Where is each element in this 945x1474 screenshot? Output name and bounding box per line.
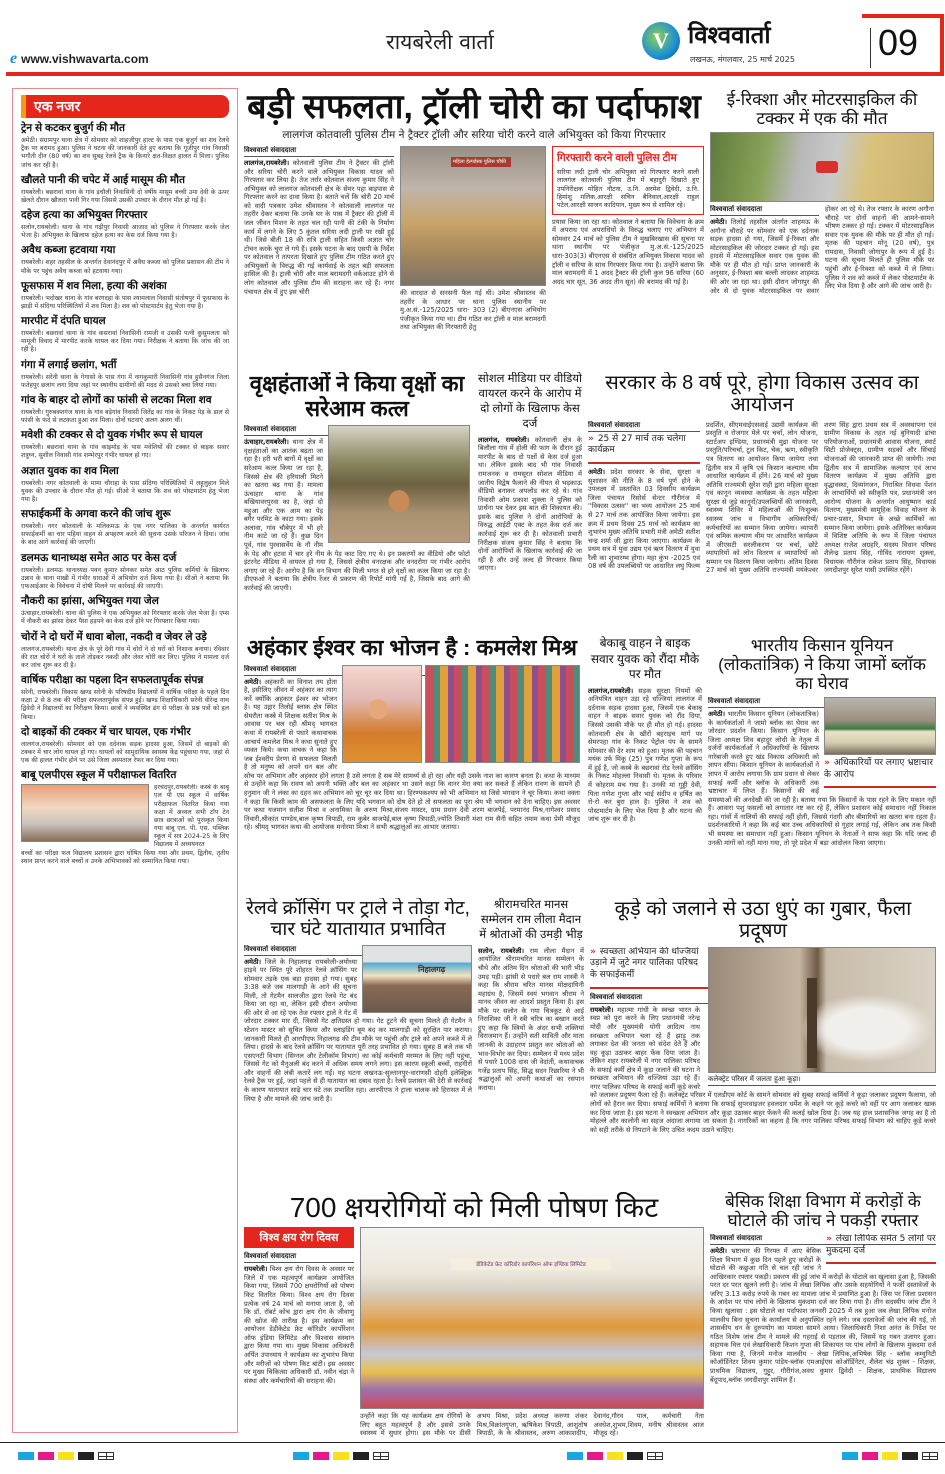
erickshaw-mark bbox=[816, 161, 838, 173]
color-swatch-yellow bbox=[58, 1452, 74, 1460]
kisan-protest-photo bbox=[824, 697, 936, 755]
bekabu-text: लालगंज,रायबरेली। सड़क सुरक्षा नियमों की अनियंत्रित वाहन उड़ा रहे धज्जियां लालगंज में दर्दनाक सड़क हादसा हुआ, जिसमें एक बेकाबू वाहन ने बाइक सवार युवक को रौंद दिया, जिससे उसकी मौके पर ही मौत हो गई। हादसा कोतवाली क्षेत्र के खीरों बहराइच मार्ग पर सेमरपहा गांव के निकट पेट्रोल पंप के सामने सोमवार की देर शाम को हुआ। मृतक की पहचान मयंक उर्फ मिंकू (25) पुत्र गणेश गुप्ता के रूप में हुई है, जो कस्बे के बछरावां रोड रेलवे क्रॉसिंग के निकट मोहल्ला निवासी थे। मृतक के परिवार में कोहराम मच गया है। उनकी मां गुड्डी देवी, पिता गणेश गुप्ता और भाई संदीप व हर्षित का रो-रो कर बुरा हाल है। पुलिस ने शव को पोस्टमार्टम के लिए भेज दिया है और घटना की जांच शुरू कर दी है। bbox=[588, 686, 702, 824]
masthead bbox=[0, 0, 945, 78]
basic-kicker: » लेखा लिपिक समेत 5 लोगों पर मुकदमा दर्ज bbox=[826, 1234, 936, 1264]
tb-day-badge: विश्व क्षय रोग दिवस bbox=[244, 1227, 354, 1248]
brief-headline: गांव के बाहर दो लोगों का फांसी से लटका मिला शव bbox=[21, 393, 212, 406]
browser-e-icon: e bbox=[10, 50, 18, 67]
sarkar-kicker: » 25 से 27 मार्च तक चलेगा कार्यक्रम bbox=[588, 434, 700, 464]
brief-headline: डलमऊ थानाध्यक्ष समेत आठ पर केस दर्ज bbox=[21, 551, 177, 564]
ek-nazar-panel bbox=[12, 88, 238, 1433]
brief-list bbox=[21, 121, 229, 765]
brief-headline: अज्ञात युवक का शव मिला bbox=[21, 464, 119, 477]
brief-headline: खौलते पानी की चपेट में आई मासूम की मौत bbox=[21, 173, 185, 186]
brief-item-school: बाबू एलपीएस स्कूल में परीक्षाफल वितरित हरचंदपुर,रायबरेली। कस्बे के बाबू एल पी एस स्कूल में वार्षिक परीक्षाफल वितरित किया गया कक्षा में अव्वल सभी टॉप टेन छात्र छात्राओं को पुरस्कृत किया गया बाबू एल. पी. एस. पब्लिक स्कूल में सत्र 2024-25 के लिए विद्यालय में अध्ययनरत बच्चों का परीक्षा फल विद्यालय प्रशासन द्वारा घोषित किया गया और प्रथम, द्वितीय, तृतीय स्थान प्राप्त करने वाले बच्चों व उनके अभिभावकों को सम्मानित किया गया। bbox=[21, 769, 229, 865]
brief-item bbox=[21, 121, 229, 170]
color-bar-group bbox=[18, 1452, 114, 1460]
registration-mark-icon bbox=[373, 1452, 389, 1460]
brief-text: रायबरेली। बछरावां थाना के गांव इचौली निवासिनी दो वर्षीय मासूम बच्ची उमा देवी के ऊपर खेलते दौरान खौलता पानी गिर गया जिससे उसकी उपचार के दौरान मौत हो गई है। bbox=[21, 188, 229, 204]
kuda-headline: कूड़े को जलाने से उठा धुएं का गुबार, फैला प्रदूषण bbox=[614, 898, 912, 943]
lead-headline: बड़ी सफलता, ट्रॉली चोरी का पर्दाफाश bbox=[247, 88, 701, 126]
railway-gate-photo: निहालगढ़ bbox=[362, 945, 472, 1013]
ramcharit-article bbox=[478, 898, 584, 1190]
brief-text: रायबरेली। नगर कोतवाली के मलिकमऊ के एक नगर पालिका के अन्तर्गत कार्यरत सफाईकर्मी का चार पहिया वाहन से अपहरण करने की सूचना उसके परिजन ने दिया। जांच के बाद आगे कार्रवाई की जाएगी। bbox=[21, 523, 229, 547]
brief-item bbox=[21, 173, 229, 205]
kuda-photo-block bbox=[708, 947, 936, 1086]
basic-article bbox=[710, 1192, 936, 1438]
brief-item bbox=[21, 428, 229, 460]
kshay-right bbox=[360, 1227, 704, 1438]
issue-date: लखनऊ, मंगलवार, 25 मार्च 2025 bbox=[690, 55, 795, 64]
color-bar-group bbox=[567, 1452, 663, 1460]
ramcharit-text: सलोन, रायबरेली। राम लीला मैदान में आयोजित श्रीरामचरित मानस सम्मेलन के चौथे और अंतिम दिन श्रोताओं की भारी भीड़ उमड़ पड़ी। झांसी से पधारे बल राम शास्त्री ने कहा कि श्रीराम चरित मानस मोक्षदायिनी महाग्रंथ है, जिसमें स्वयं भगवान श्रीराम ने मानव जीवन का आदर्श प्रस्तुत किया है। इस मौके पर सलोन के गया चित्रकूट से आई निराशिका जी ने स्त्री चरित्र का बखान करते हुए कहा कि स्त्रियों के अंदर सभी शक्तियां विराजमान हैं। उन्होंने सती साविती और माता जानकी के उदाहरण प्रस्तुत कर श्रोताओं को भाव-विभोर कर दिया। सम्मेलन में मध्य प्रदेश से पधारे 1008 दास जी वेदांती, कथावाचक गजेंद्र प्रताप सिंह, सिद्ध सदन रिछारिया ने भी श्रद्धालुओं को अपनी कथाओं का रसपान कराया। bbox=[478, 946, 584, 1092]
lead-col2 bbox=[400, 146, 546, 364]
color-swatch-black bbox=[78, 1452, 94, 1460]
nutrition-kit-photo: डेडिकेटेड फ्रेट कॉरिडोर कार्पोरेशन ऑफ इण्डिया लिमिटेड bbox=[360, 1227, 704, 1409]
basic-headline: बेसिक शिक्षा विभाग में करोड़ों के घोटाले की जांच ने पकड़ी रफ्तार bbox=[725, 1192, 921, 1231]
header-rule bbox=[6, 72, 944, 76]
brief-item bbox=[21, 507, 229, 548]
brief-item bbox=[21, 243, 229, 275]
tree-trunk bbox=[807, 978, 817, 1068]
kisan-headline: भारतीय किसान यूनियन (लोकतांत्रिक) ने किया जामों ब्लॉक का घेराव bbox=[718, 636, 926, 694]
brief-text: ऊंचाहार,रायबरेली। थाना की पुलिस ने एक अभियुक्त को गिरफ्तार करके जेल भेजा है। एम्स में नौकरी का झांसा देकर पैसा हड़पने का केस दर्ज होने पर गिरफ्तार किया गया। bbox=[21, 610, 229, 626]
erickshaw-headline: ई-रिक्शा और मोटरसाइकिल की टक्कर में एक की मौत bbox=[726, 90, 918, 129]
trees-headline: वृक्षहंताओं ने किया वृक्षों का सरेआम कत्ल bbox=[249, 372, 465, 421]
social-article bbox=[478, 372, 582, 632]
felled-tree-photo bbox=[328, 425, 470, 543]
brief-text: रायबरेली। बछरावां थाना के गांव काइमोड़ के पास मवेशियों की टक्कर से बाइक सवार शत्रुघ्न, सुशील निवासी गांव शम्भेरपुर गंभीर घायल हो गए। bbox=[21, 444, 229, 460]
color-swatch-magenta bbox=[313, 1452, 329, 1460]
kshay-text: विश्व क्षय रोग दिवस विश्ववार्ता संवाददाता रायबरेली। विश्व क्षय रोग दिवस के अवसर पर जिले में एक महत्वपूर्ण कार्यक्रम आयोजित किया गया, जिसमें 700 क्षयरोगियों को पोषण किट वितरित किया। विश्व क्षय रोग दिवस प्रत्येक वर्ष 24 मार्च को मनाया जाता है, जो कि डॉ. रॉबर्ट कोच द्वारा क्षय रोग के जीवाणु की खोज की तारीख है। इस कार्यक्रम का आयोजन डेडीकेटेड फ्रेट कॉरिडोर कार्पोरेशन ऑफ इंडिया लिमिटेड और विश्वास संस्थान द्वारा किया गया था। मुख्य विकास अधिकारी अर्पित उपाध्याय ने कार्यक्रम का शुभारंभ किया और मरीजों को पोषण किट बांटी। इस अवसर पर मुख्य चिकित्सा अधिकारी डॉ. नवीन चंद्रा ने संस्था और कर्मचारियों की सराहना की। bbox=[244, 1227, 354, 1438]
basic-text: » लेखा लिपिक समेत 5 लोगों पर मुकदमा दर्ज विश्ववार्ता संवाददाता अमेठी। भ्रष्टाचार की गिरफ्त में आए बेसिक शिक्षा विभाग में कुछ दिन पहले हुए करोड़ों के घोटाले की कछुआ गति से चल रही जांच ने आखिरकार रफ्तार पकड़ी। प्रकरण की हुई जांच में करोड़ों के घोटाले का खुलासा हुआ है, जिसकी परत दर परत खुलने लगी है। जांच में लेखा लिपिक और उसके सहयोगियों ने फर्जी दस्तावेजों के जरिए 3.13 करोड़ रुपये के गबन का मामला जांच में प्रमाणित हुआ है। जिस पर जिला प्रशासन के आदेश पर पांच लोगों के खिलाफ मुकदमा दर्ज कर लिया गया है। तीन सदस्यीय जांच टीम ने किया खुलासा : इस घोटाले का पर्दाफाश जनवरी 2025 में तब हुआ जब लेखा लिपिक मनोज मालवीय बिना सूचना के कार्यालय से अनुपस्थित रहने लगे। जब दस्तावेजों की जांच की गई, तो शासकीय धन के दुरुपयोग का मामला सामने आया। जिलाधिकारी निशा अनंत के निर्देश पर गठित विशेष जांच टीम ने मामले की गहराई से पड़ताल की, जिसमें यह गबन उजागर हुआ। सहायक वित्त एवं लेखाधिकारी किशन गुप्ता की शिकायत पर पांच लोगों के खिलाफ मुकदमा दर्ज किया गया है, जिनमें मनोज मालवीय - लेखा लिपिक,अभिषेक सिंह - ब्लॉक कम्युनिटी कोऑर्डिनेटर शिवम कुमार पांडेय-ब्लॉक एमआईएस कोऑर्डिनेटर, शैलेश चंद्र शुक्ल - शिक्षक, प्राथमिक विद्यालय, गुट्टूर, गौरीगंज,अवध कुमार द्विवेदी - शिक्षक, प्राथमिक विद्यालय बेंदूपाद,ब्लॉक जगदीशपुर शामिल हैं। bbox=[710, 1234, 936, 1384]
school-prize-photo bbox=[21, 784, 149, 842]
brief-text: रायबरेली। भदोखर थाना के गांव बरगदहा के पास श्यामलाल निवासी संतोषपुर में फूसफास के झाड़ी में संदिग्ध परिस्थितियों में शव मिला है। शव को पोस्टमार्टम हेतु भेजा गया है। bbox=[21, 294, 229, 310]
paper-name: विश्ववार्ता bbox=[688, 22, 771, 49]
color-swatch-cyan bbox=[567, 1452, 583, 1460]
lead-article bbox=[244, 88, 704, 364]
kisan-article bbox=[708, 636, 936, 890]
brief-text: रायबरेली। बछरावां थाना के गांव कसरावां निवासिनी रामजी व उसकी पत्नी कुसुमलता को मामूली विवाद में मारपीट करके घायल कर दिया गया। निरीक्षक ने बताया कि जांच की जा रही है। bbox=[21, 330, 229, 354]
brief-text: सरेनी, रायबरेली। विकास खण्ड सरेनी के परिषदीय विद्यालयों में वार्षिक परीक्षा के पहले दिन कक्षा 2 से 8 तक की परीक्षा सफलतापूर्वक संपन्न हुई। खण्ड शिक्षाधिकारी सरेनी वीरेन्द्र नाथ द्विवेदी ने विद्यालयों का निरीक्षण किया। छात्रों ने व्यवस्थित ढंग से परीक्षा के प्रश्न पत्रों को हल किया। bbox=[21, 689, 229, 721]
brief-headline: गंगा में लगाई छलांग, भर्ती bbox=[21, 358, 117, 371]
registration-mark-icon bbox=[922, 1452, 938, 1460]
social-headline: सोशल मीडिया पर वीडियो वायरल करने के आरोप में दो लोगों के खिलाफ केस दर्ज bbox=[478, 373, 582, 430]
bottom-rule bbox=[0, 1442, 945, 1443]
ramcharit-headline: श्रीरामचरित मानस सम्मेलन राम लीला मैदान में श्रोताओं की उमड़ी भीड़ bbox=[479, 899, 583, 941]
ahankar-article bbox=[244, 636, 580, 890]
brief-headline: दहेज हत्या का अभियुक्त गिरफ्तार bbox=[21, 209, 148, 222]
brief-text: सलोन,रायबरेली। थाना के गांव गढ़ीपुर निवासी आजाद को पुलिस ने गिरफ्तार करके जेल भेजा है। अभियुक्त के खिलाफ दहेज हत्या का केस दर्ज किया गया है। bbox=[21, 224, 229, 240]
color-swatch-magenta bbox=[587, 1452, 603, 1460]
color-bar-group bbox=[842, 1452, 938, 1460]
brief-headline: चोरों ने दो घरों में धावा बोला, नकदी व जेवर ले उड़े bbox=[21, 630, 207, 643]
lead-text-col1: विश्ववार्ता संवाददाता लालगंज,रायबरेली। कोतवाली पुलिस टीम ने ट्रैक्टर की ट्रॉली और सरिया चोरी करने वाले अभियुक्त विकास यादव को गिरफ्तार कर लिया है। तेज तर्रार कोतवाल संजय कुमार सिंह ने अभियुक्त को लालगंज कोतवाली क्षेत्र के सेमर पहा बाइपास से गिरफ्तार करने का दावा किया है। बताते चलें कि चोरी 20 मार्च को वादी पत्रकार उमेश श्रीवास्तव ने कोतवाली लालगंज पर तहरीर देकर बताया कि उनके घर के पास में ट्रैक्टर की ट्रॉली में जल जीवन मिशन के तहत चल रही पानी की टंकी के निर्माण कार्य में लगने के लिए 5 कुंतल सरिया लदी ट्राली पर रखी हुई थी। जिसे बीती 18 की रात्रि ट्राली सहित किसी अज्ञात चोर टोचन करके चुरा ले गये हैं। इसके घटना के बाद एसपी के निर्देश पर कोतवाल ने तत्परता दिखाते हुए पुलिस टीम गठित करते हुए अभियुक्तों के विरुद्ध की गई कार्यवाई के तहत बड़ी सफलता हासिल की है। ट्राली चोरी और माल बरामदगी वर्कआउट होने से लोग कोतवाल और पुलिस टीम की सराहना कर रहे हैं। नगर पंचायत क्षेत्र में हुए इस चोरी bbox=[244, 146, 394, 296]
brief-item bbox=[21, 279, 229, 311]
brief-item bbox=[21, 208, 229, 240]
bekabu-headline: बेकाबू वाहन ने बाइक सवार युवक को रौंदा मौके पर मौत bbox=[590, 636, 700, 682]
kuda-article bbox=[590, 898, 936, 1190]
social-text: लालगंज, रायबरेली। कोतवाली क्षेत्र के बिलौला गांव में होली की फाग के दौरान हुई मारपीट के बाद दो पक्षों से केस दर्ज हुआ था। लेकिन इसके बाद भी गांव निवासी रामजनक व रामसूरत सोशल मीडिया में जातीय विद्वेष फैलाने की नीयत से भड़काऊ वीडियो बनाकर अपलोड कर रहे थे। गांव निवासी ओम प्रकाश शुक्ला ने पुलिस को प्रार्थना पत्र देकर इस बात की शिकायत की। इसके बाद पुलिस ने दोनों आरोपियों के विरुद्ध आईटी एक्ट के तहत केस दर्ज कर कार्रवाई शुरू कर दी है। कोतवाली प्रभारी निरीक्षक संजय कुमार सिंह ने बताया कि दोनों आरोपियों के खिलाफ कार्रवाई की जा रही है और उन्हें जल्द ही गिरफ्तार किया जाएगा। bbox=[478, 435, 582, 573]
brief-item bbox=[21, 673, 229, 722]
bekabu-article bbox=[588, 636, 702, 890]
ahankar-headline: अहंकार ईश्वर का भोजन है : कमलेश मिश्र bbox=[247, 636, 577, 660]
ahankar-photos bbox=[342, 665, 580, 763]
color-bar-group bbox=[293, 1452, 389, 1460]
sarkar-headline: सरकार के 8 वर्ष पूरे, होगा विकास उत्सव का आयोजन bbox=[605, 372, 919, 417]
brief-headline: सफाईकर्मी के अगवा करने की जांच शुरू bbox=[21, 508, 171, 521]
brief-text: लालगंज,रायबरेली। सोमवार को एक दर्दनाक सड़क हादसा हुआ, जिसमें दो बाइकों की टक्कर में चार लोग घायल हो गए। घायलों को सामुदायिक स्वास्थ्य केंद्र पहुंचाया गया, जहां से एक की हालत गंभीर होने पर उसे जिला अस्पताल रेफर कर दिया गया। bbox=[21, 740, 229, 765]
police-team-photo: महिला हेल्पडेस्क पुलिस चौकी bbox=[400, 146, 546, 286]
brief-item bbox=[21, 464, 229, 505]
kuda-text: कलेक्ट्रेट परिसर में जलता हुआ कूड़ा। » स्वच्छता अभियान की धज्जियां उड़ाने में जुटे नगर पालिका परिषद के सफाईकर्मी विश्ववार्ता संवाददाता रायबरेली। महात्मा गांधी के स्वच्छ भारत के स्वप्न को पूरा करने के लिए प्रधानमंत्री नरेन्द्र मोदी और मुख्यमंत्री योगी आदित्य नाथ स्वच्छता अभियान चला रहे हैं झाड़ू तक लगाकर देश की जनता को संदेश देते हैं और वह कूड़ा उठाकर बाहर फेंक दिया जाता है। लेकिन शहर रायबरेली में नगर पालिका परिषद के सफाई कर्मी क्षेत्र में कूड़ा जलाने की घटना ने स्वच्छता अभियान की धज्जियां उड़ा रहे हैं। नगर पालिका परिषद के सफाई कर्मी कूड़े कचरे को जलाकर प्रदूषण फैला रहे हैं। कलेक्ट्रेट परिसर में एलडीएम कोर्ट के सामने सोमवार को सुबह सफाई कर्मियों ने कूड़ा जलाकर प्रदूषण फैलाया, जो लोगों को हैरान कर दिया। सफाई कर्मियों ने बताया कि सफाई सुपरवाइजर हवलदार धर्मेश के कहने पर कूड़े कचरे को वहीं पर आग जलाकर खाक कर दिया जाता है। इस घटना ने स्वच्छता अभियान और कूड़ा उठाकर बाहर फेंकने की कलई खोल दिया है। जब यह हाल प्रशासनिक जगह का है तो मोहल्ले और कालोनी का सहज अंदाजा लगाया जा सकता है। नागरिकों का कहना है कि नगर पालिका परिषद सफाई विभाग को चाहिए कूड़े कचरे को सही तरीके से निपटाने के लिए उचित कदम उठाने चाहिए। bbox=[590, 946, 936, 1134]
trees-article bbox=[244, 372, 470, 632]
ek-nazar-title: एक नजर bbox=[21, 95, 229, 118]
lead-text-col3: प्रयास किया जा रहा था। कोतवाल ने बताया कि विवेचना के क्रम में अपराध एवं अपराधियों के विरुद्ध चलाए गए अभियान में सोमवार 24 मार्च को पुलिस टीम ने मुखबिरखास की सूचना पर थाना स्थानीय पर पंजीकृत मु.अ.सं.-125/2025 धारा-303(3) बीएनएस से संबंधित अभियुक्त विकास यादव को ट्रॉली व सरिया के साथ गिरफ्तार किया गया है। उन्होंने बताया कि माल बरामदगी में 1 अदद ट्रैक्टर की ट्रॉली कुल 96 सरिया (60 अदद चार सूत, 36 अदद तीन सूत) की बरामद की गई है। bbox=[552, 217, 704, 286]
brief-text: लालगंज,रायबरेली। थाना क्षेत्र के पूरे देवी गांव में चोरों ने दो घरों को निशाना बनाया। रविवार की रात चोरों ने घरों के ताले तोड़कर नकदी और जेवर चोरी कर लिए। पुलिस ने मामला दर्ज कर जांच शुरू कर दी है। bbox=[21, 645, 229, 669]
kshay-article bbox=[244, 1192, 704, 1438]
brief-text: रायबरेली। शहर तहसील के अन्तर्गत देवानंदपुर में अवैध कब्जा को पुलिस प्रशासन की टीम ने मौके पर पहुंच अवैध कब्जा को हटवाया गया। bbox=[21, 259, 229, 275]
erickshaw-article bbox=[710, 90, 934, 366]
kathavachak-photo bbox=[342, 665, 422, 763]
brief-headline: ट्रेन से कटकर बुजुर्ग की मौत bbox=[21, 122, 125, 134]
kisan-kicker: » अधिकारियों पर लगाए भ्रष्टाचार के आरोप bbox=[824, 758, 936, 788]
lead-subhead: लालगंज कोतवाली पुलिस टीम ने ट्रैक्टर ट्रॉली और सरिया चोरी करने वाले अभियुक्त को किया गिरफ्तार bbox=[282, 129, 666, 142]
brief-item bbox=[21, 358, 229, 390]
color-swatch-magenta bbox=[38, 1452, 54, 1460]
registration-color-bars bbox=[18, 1452, 938, 1460]
color-swatch-yellow bbox=[333, 1452, 349, 1460]
kisan-text: » अधिकारियों पर लगाए भ्रष्टाचार के आरोप विश्ववार्ता संवाददाता अमेठी। भारतीय किसान यूनियन (लोकतांत्रिक) के कार्यकर्ताओं ने जामो ब्लॉक का घेराव कर जोरदार प्रदर्शन किया। किसान यूनियन के जिला अध्यक्ष शिव बहादुर लोधी के नेतृत्व में दर्जनों कार्यकर्ताओं ने अधिकारियों के खिलाफ नारेबाजी करते हुए खंड विकास अधिकारी को ज्ञापन सौंपा। किसान यूनियन के कार्यकर्ताओं ने ज्ञापन में आरोप लगाया कि ग्राम प्रधान से लेकर सफाई कर्मी और ब्लॉक के अधिकारी तक भ्रष्टाचार में लिप्त हैं। किसानों की कई समस्याओं की अनदेखी की जा रही है। बताया गया कि किसानों के पास रहने के लिए मकान नहीं हैं। आवारा पशु फसलों को लगातार नष्ट कर रहे हैं, लेकिन प्रशासन कोई समाधान नहीं निकाल रहा। गांवों में नालियों की सफाई नहीं होती, जिससे गंदगी और बीमारियों का खतरा बना रहता है। प्रदर्शनकारियों ने कहा कि कई बार उच्च अधिकारियों से गुहार लगाई गई, लेकिन अब तक किसी भी समस्या का समाधान नहीं हुआ। किसान यूनियन के नेताओं ने साफ कहा कि यदि जल्द ही उनकी मांगों को नहीं माना गया, तो पूरे प्रदेश में बड़ा आंदोलन किया जाएगा। bbox=[708, 697, 936, 847]
railway-text: निहालगढ़ विश्ववार्ता संवाददाता अमेठी। जिले के निहालगढ़ रायबरेली-अयोध्या हाइवे पर स्थित पूरे शोहरत रेलवे क्रॉसिंग पर सोमवार तड़के एक बड़ा हादसा हो गया। सुबह 3:38 बजे जब मालगाड़ी के आने की सूचना मिली, तो गेटमैन सालजीत द्वारा रेलवे गेट बंद किया जा रहा था, लेकिन इसी दौरान अयोध्या की ओर से आ रहे एक तेज रफ्तार ट्राले ने गेट में जोरदार टक्कर मार दी, जिससे गेट क्षतिग्रस्त हो गया। गेट टूटने की सूचना मिलते ही गेटमैन ने स्टेशन मास्टर को सूचित किया और स्लाइडिंग बूम बंद कर मालगाड़ी को सुरक्षित पार कराया। जानकारी मिलते ही आरपीएफ निहालगढ़ की टीम मौके पर पहुंची और ट्राले को अपने कब्जे में ले लिया। हादसे के बाद रेलवे क्रॉसिंग पर यातायात पूरी तरह प्रभावित हो गया। सुबह 8 बजे तक भी एसएनटी विभाग (सिग्नल और टेलीकॉम विभाग) का कोई कर्मचारी मरम्मत के लिए नहीं पहुंचा, जिससे गेट को मैनुअली बंद करने में अधिक समय लगने लगा। इस कारण स्कूली बच्चों, राहगीरों और वाहनों की लंबी कतारें लग गईं। यह घटना लखनऊ-सुल्तानपुर-वाराणसी दोहरी इलेक्ट्रिक रेलवे ट्रैक पर हुई, जहां पहले से ही यातायात का दबाव रहता है। रेलवे प्रशासन की देरी से कार्रवाई के कारण यातायात साढ़े चार घंटे तक प्रभावित रहा। आरपीएफ ने ट्राला चालक को हिरासत में ले लिया है और मामले की जांच जारी है। bbox=[244, 944, 472, 1103]
brief-item bbox=[21, 725, 229, 766]
double-chevron-icon: » bbox=[824, 758, 830, 769]
double-chevron-icon: » bbox=[590, 946, 596, 957]
brief-item bbox=[21, 314, 229, 355]
railway-article bbox=[244, 898, 472, 1190]
section-title: रायबरेली वार्ता bbox=[386, 30, 494, 54]
sarkar-article bbox=[588, 372, 936, 632]
kshay-headline: 700 क्षयरोगियों को मिली पोषण किट bbox=[289, 1192, 659, 1223]
website-link[interactable]: e www.vishwavarta.com bbox=[10, 50, 149, 67]
kuda-kicker: » स्वच्छता अभियान की धज्जियां उड़ाने में जुटे नगर पालिका परिषद के सफाईकर्मी bbox=[590, 947, 936, 989]
brief-headline: मवेशी की टक्कर से दो युवक गंभीर रूप से घायल bbox=[21, 429, 203, 442]
registration-mark-icon bbox=[98, 1452, 114, 1460]
lead-col3 bbox=[552, 146, 704, 364]
brief-item bbox=[21, 594, 229, 626]
devotees-photo bbox=[425, 665, 580, 763]
brief-text: रायबरेली। नगर कोतवाली के मामा चौराहा के पास संदिग्ध परिस्थितियों में लहूलुहान मिले युवक की उपचार के दौरान मौत हो गई। सीओ ने बताया कि शव को पोस्टमार्टम हेतु भेजा गया है। bbox=[21, 479, 229, 503]
brief-item bbox=[21, 551, 229, 592]
kuda-caption: कलेक्ट्रेट परिसर में जलता हुआ कूड़ा। bbox=[708, 1073, 936, 1086]
vishwavarta-logo-icon: V bbox=[642, 22, 680, 60]
erickshaw-text: विश्ववार्ता संवाददाता अमेठी। तिलोई तहसील अंतर्गत शाहमऊ के अगौना चौराहे पर सोमवार को एक दर्दनाक सड़क हादसा हो गया, जिसमें ई-रिक्शा और मोटरसाइकिल की जोरदार टक्कर हो गई। इस हादसे में मोटरसाइकिल सवार एक युवक की मौके पर ही मौत हो गई। प्राप्त जानकारी के अनुसार, ई-रिक्शा बस बल्ली लादकर शाहमऊ की ओर जा रहा था। इसी दौरान जोगापुर की ओर से दो युवक मोटरसाइकिल पर सवार होकर आ रहे थे। तेज रफ्तार के कारण अगौना चौराहे पर दोनों वाहनों की आमने-सामने भीषण टक्कर हो गई। टक्कर में मोटरसाइकिल सवार एक युवक की मौके पर ही मौत हो गई। मृतक की पहचान मोनू (20 वर्ष), पुत्र रामदास, निवासी जोगापुर के रूप में हुई है। घटना की सूचना मिलते ही पुलिस मौके पर पहुंची और ई-रिक्शा को कब्जे में ले लिया। पुलिस ने शव को कब्जे में लेकर पोस्टमार्टम के लिए भेज दिया है और आगे की जांच जारी है। bbox=[710, 205, 934, 295]
brief-item bbox=[21, 630, 229, 671]
brief-headline: मारपीट में दंपति घायल bbox=[21, 315, 106, 328]
color-swatch-black bbox=[353, 1452, 369, 1460]
brief-text: रायबरेली। डलमऊ थानाध्यक्ष पवन कुमार सोनकर समेत आठ पुलिस कर्मियों के खिलाफ उन्नाव के थाना माखी में गंभीर धाराओं में अभियोग दर्ज किया गया है। सीओ ने बताया कि एफआईआर के विवेचना में दोषी मिलने पर कार्रवाई की जाएगी। bbox=[21, 566, 229, 590]
color-swatch-cyan bbox=[293, 1452, 309, 1460]
brief-text: रायबरेली। सरेनी थाना के गेगासो के पास गंगा में नागकुमारी निवासिनी गांव हुसैनगंज जिला फतेहपुर छलांग लगा दिया जहां पर स्थानीय ग्रामीणों की मदद से उसको बचा लिया गया। bbox=[21, 373, 229, 389]
trees-text: विश्ववार्ता संवाददाता ऊंचाहार,रायबरेली। थाना क्षेत्र में वृक्षहंताओं का आतंक बढ़ता जा रहा है। हरी भरी बागों में वृक्षों का सरेआम कत्ल किया जा रहा है, जिससे क्षेत्र की हरियाली मिटने का खतरा बढ़ गया है। मामला ऊंचाहार थाना के गांव बखियावरपुरवा का है, जहां दो महुआ और एक आम का पेड़ बगैर परमिट के काटा गया। इसके अलावा, गांव चौबेपुर में भी हरे नीम काटे जा रहे हैं। कुछ दिन पूर्व, गांव पुरवासर्वेय के नौ नीम के पेड़ और हटवा में चार हरे नीम के पेड़ काट दिए गए थे। इन प्रकरणों का वीडियो और फोटो इंटरनेट मीडिया में वायरल हो गया है, जिससे क्षेत्रीय वनरक्षक और वनदरोगा पर गंभीर आरोप लगाए जा रहे हैं। आरोप है कि वन विभाग की मिली भगत से हरे वृक्षों का कत्ल किया जा रहा है। डीएफओ ने बताया कि क्षेत्रीय रेंजर से प्रकरण की रिपोर्ट मांगी गई है, जिसके बाद आगे की कार्रवाई की जाएगी। bbox=[244, 425, 470, 592]
brief-headline: नौकरी का झांसा, अभियुक्त गया जेल bbox=[21, 595, 159, 608]
accident-road-photo bbox=[710, 132, 934, 202]
burning-garbage-photo bbox=[708, 947, 936, 1073]
brief-text: रायबरेली। गुरुबक्शगंज थाना के गांव बड़ेगांव निवासी जितेंद्र का गांव के निकट पेड़ के डाल से फांसी के फंदे से लटकता हुआ शव मिला। दोनों घटनाएं अलग अलग थीं। bbox=[21, 408, 229, 425]
color-swatch-cyan bbox=[18, 1452, 34, 1460]
lead-text-col2: की वारदात से सनसनी फैल गई थी। उमेश श्रीवास्तव की तहरीर के आधार पर थाना पुलिस स्थानीय पर मु.अ.सं.-125/2025 धारा- 303 (2) बीएनएस अभियोग पंजीकृत किया गया था। टीम गठित कर ट्रॉली व माल बरामदगी तथा अभियुक्त की गिरफ्तारी हेतु bbox=[400, 289, 546, 332]
registration-mark-icon bbox=[647, 1452, 663, 1460]
brief-headline: फूसफास में शव मिला, हत्या की अशंका bbox=[21, 279, 167, 292]
brief-headline: अवैध कब्जा हटवाया गया bbox=[21, 244, 116, 257]
page-number: 09 bbox=[878, 22, 919, 63]
page-number-box bbox=[862, 14, 944, 74]
brief-item bbox=[21, 393, 229, 425]
color-swatch-black bbox=[627, 1452, 643, 1460]
kshay-text-2: उन्होंने कहा कि यह कार्यक्रम क्षय रोगियों के लिए बहुत महत्वपूर्ण है और इससे उनके स्वास्थ्य में सुधार होगा। इस मौके पर डीसी अभय मिश्रा, प्रदेश अध्यक्ष करुणा शंकर मिश्र,विक्रांतगुप्ता, ऋषिकेश त्रिपाठी, आशुतोष त्रिपाठी, के के श्रीवास्तव, अरुण आकाशदीप, देवानंद,गौरव पाल, कर्मचारी नेता अवधेश,शुभम,शिवम, मनीष श्रीवास्तव आज मौजूद रहे। bbox=[360, 1412, 704, 1438]
color-swatch-magenta bbox=[862, 1452, 878, 1460]
sarkar-text: विश्ववार्ता संवाददाता » 25 से 27 मार्च तक चलेगा कार्यक्रम अमेठी। प्रदेश सरकार के सेवा, सुरक्षा व सुशासन की नीति के 8 वर्ष पूर्ण होने के उपलक्ष्य में प्रस्तावित 03 दिवसीय कार्यक्रम जिला पंचायत रिसोर्स सेन्टर गौरीगंज में ''विकास उत्सव'' का भव्य आयोजन 25 मार्च से 27 मार्च तक आयोजित किया जायेगा। इस क्रम में प्रथम दिवस 25 मार्च को कार्यक्रम का शुभारंभ मुख्य अतिथि प्रभारी मंत्री अमेठी सतीश चन्द्र शर्मा जी द्वारा किया जाएगा। कार्यक्रम के प्रथम सत्र में युवा उद्यम एवं ऋण वितरण में युवा रैली का शुभारम्भ होगा। महा कुंभ -2025 एवं 08 वर्ष की उपलब्धियों पर आधारित लघु फिल्म प्रदर्शित, सीएमवाईएसवाई उद्यमी कार्यक्रम की प्रस्तुति व रोजगार मेले पर चर्चा, लोन योजना, स्टार्टअप इण्डिया, प्रधानमंत्री मुद्रा योजना पर प्रस्तुति/परिचर्चा, टूल किट, चेक, ऋण, स्वीकृति पत्र वितरण का आयोजन किया जायेगा तथा द्वितीय सत्र में कृषि एवं किसान कल्याण थीम आधारित कार्यक्रम में होंगे। 26 मार्च को मुख्य अतिथि राज्यमंत्री सुरेश राही द्वारा महिला सुरक्षा एवं कानून व्यवस्था कार्यक्रम के तहत महिला सुरक्षा से जुड़े कानूनों/उपलब्धियों की जानकारी, स्वास्थ्य शिविर में महिलाओं की निःशुल्क स्वास्थ्य जांच व विभागीय अधिकारियों/कर्मचारियों का सम्मान किया जायेगा। व्यापारी एवं श्रमिक कल्याण थीम पर आधारित कार्यक्रम में जीएसटी सरलीकरण पर चर्चा, छोटे व्यापारियों को लोन वितरण व व्यापारियों को सम्मान पत्र वितरण किया जायेगा। अंतिम दिवस 27 मार्च को मुख्य अतिथि राज्यमंत्री मयंकेश्वर शरण सिंह द्वारा प्रथम सत्र में अवस्थापना एवं ग्रामीण विकास के तहत नई बुनियादी ढांचा परियोजनाओं, प्रधानमंत्री आवास योजना, स्मार्ट सिटी प्रोजेक्ट्स, ग्रामीण सड़कों और सिंचाई योजनाओं की जानकारी प्राप्त की जायेगी। तथा द्वितीय सत्र में सामाजिक कल्याण एवं लाभ वितरण कार्यक्रम में मुख्य अतिथि द्वारा वृद्धावस्था, दिव्यांगजन, निराश्रित विधवा पेंशन के लाभार्थियों को स्वीकृति पत्र, प्रधानमंत्री जन आरोग्य योजना के अन्तर्गत आयुष्मान कार्ड वितरण, मुख्यमंत्री सामूहिक विवाह योजना के प्रचार-प्रसार, विभाग के अच्छे कार्मिकों का सम्मान किया जायेगा। इसके अतिरिक्त कार्यक्रम में विशिष्ट अतिथि के रूप में जिला पंचायत अध्यक्ष राजेश अग्रहरि, सदस्य विधान परिषद शैलेन्द्र प्रताप सिंह, गोविंद नारायण शुक्ला, विधायक गौरीगंज राकेश प्रताप सिंह, विधायक जगदीशपुर सुरेश पासी उपस्थित रहेंगे। bbox=[588, 420, 936, 575]
police-team-box: गिरफ्तारी करने वाली पुलिस टीम सरिया लदी ट्राली चोर अभियुक्त को गिरफ्तार करने वाली लालगंज कोतवाली पुलिस टीम में बहादुरी दिखाते हुए उपनिरीक्षक मोहित नौटना, उ.नि. अरमेश द्विवेदी, उ.नि. हिमांशु मलिक,आरक्षी सचिन बैनिवाल,आरक्षी राहुल पटेल,आरक्षी साजन कादियान, मुख्य रूप से शामिल रहे। bbox=[552, 146, 704, 215]
brief-headline: दो बाइकों की टक्कर में चार घायल, एक गंभीर bbox=[21, 725, 191, 738]
color-swatch-yellow bbox=[607, 1452, 623, 1460]
ahankar-text: विश्ववार्ता संवाददाता अमेठी। अहंकारी का विनाश तय होता है, इसीलिए जीवन में अहंकार का त्याग करें क्योंकि अहंकार ईश्वर का भोजन है। यह उद्गार तिलोई ब्लाक क्षेत्र स्थित सेमरौता कस्बे में शिक्षक सतीश मिश्र के आवास पर चल रही श्रीमद् भागवत कथा में रायबरेली से पधारे कथावाचक आचार्य कमलेश मिश्र ने कथा सुनाते हुए व्यक्त किये। कथा वाचक ने कहा कि जब ईश्वरीय प्रेरणा से सफलता मिलती है तो मनुष्य को अपने धन बल और सोच पर अभिमान और अहंकार होने लगता है उसे लगता है सब मेरे सामर्थ्य से हो रहा और यही उसके नाश का कारण बनता है। कथा के माध्यम से उन्होंने कहा कि रावण को अपनी भक्ति और बल का अहंकार था उसने कहा कि वानर मेरा क्या कर सकते हैं लेकिन रावण के सामने ही हनुमान जी ने लंका का दहन कर अभिमान को चूर चूर कर दिया था। हिरण्यकश्यप को भी अभिमान था जिसे भगवान ने चूर किया। कथा वक्ता ने कहा कि किसी काम की असफलता के लिए यदि भगवान को दोष देते हो तो सफलता का पूरा श्रेय भी भगवान को देना चाहिए। इस अवसर पर कथा यजमान सतीश मिश्रा व अनामिका के अरुण मिश्रा,संजय मास्टर, ग्राम प्रधान देवी शरण बाजपेई, परमानंद मिश्र,नागेश्वर प्रसाद तिवारी,श्रीकांत पाण्डेय,बाल कृष्ण त्रिपाठी, राम कुबेर बाजपेई,बाल कृष्ण त्रिपाठी,ज्योति तिवारी मंशा राम सैनी सहित तमाम कथा प्रेमी मौजूद रहे। श्रीमद् भागवत कथा की आयोजक मनोरमा मिश्रा ने सभी श्रद्धालुओं का आभार जताया। bbox=[244, 664, 580, 832]
color-swatch-black bbox=[902, 1452, 918, 1460]
brief-headline: वार्षिक परीक्षा का पहला दिन सफलतापूर्वक संपन्न bbox=[21, 674, 204, 687]
double-chevron-icon: » bbox=[826, 1234, 832, 1245]
color-swatch-cyan bbox=[842, 1452, 858, 1460]
railway-headline: रेलवे क्रॉसिंग पर ट्राले ने तोड़ा गेट, चार घंटे यातायात प्रभावित bbox=[246, 898, 470, 941]
color-swatch-yellow bbox=[882, 1452, 898, 1460]
double-chevron-icon: » bbox=[588, 433, 594, 444]
brief-text: अमेठी। संग्रामपुर थाना क्षेत्र में सोमवार को शाहजीपुर हाल्ट के पास एक बुजुर्ग का शव रेलवे ट्रैक पर बरामद हुआ। पुलिस ने घटना की जानकारी देते हुए बताया कि गूजीपुर गांव निवासी भगौती दीन (80 वर्ष) का शव सुबह रेलवे ट्रैक के किनारे क्षत-विक्षत हालत में मिला। पुलिस जांच कर रही है। bbox=[21, 137, 229, 169]
